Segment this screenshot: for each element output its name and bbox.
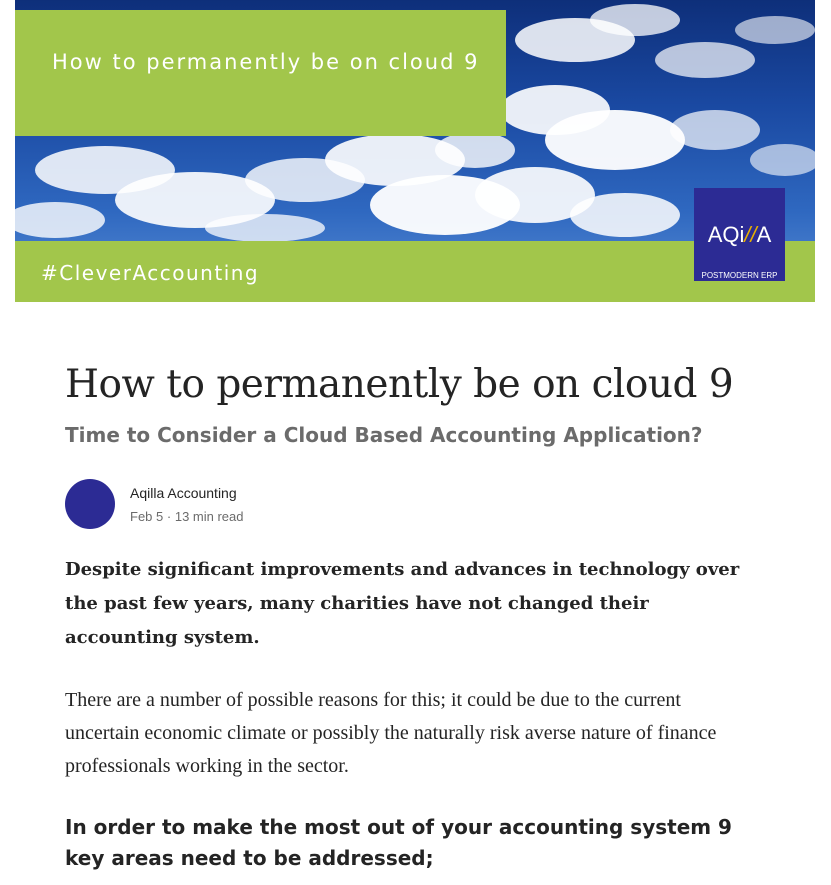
meta-separator: · bbox=[166, 509, 172, 524]
section-heading: In order to make the most out of your accounting system 9 key areas need to be addressed; bbox=[65, 815, 732, 870]
hero-image bbox=[15, 0, 815, 302]
lead-paragraph: Despite significant improvements and advances in technology over the past few years, many charities have not changed their accounting system. bbox=[65, 559, 740, 648]
logo-tagline: POSTMODERN ERP bbox=[701, 271, 778, 280]
hashtag-label: #CleverAccounting bbox=[41, 261, 260, 285]
aqilla-logo bbox=[694, 188, 785, 281]
author-name-link[interactable]: Aqilla Accounting bbox=[130, 485, 237, 501]
article-subtitle: Time to Consider a Cloud Based Accounting Application? bbox=[65, 423, 703, 447]
article-title: How to permanently be on cloud 9 bbox=[65, 362, 734, 407]
read-time: 13 min read bbox=[174, 509, 244, 524]
logo-wordmark: AQi//A bbox=[707, 222, 772, 247]
hero-title-box bbox=[15, 10, 506, 136]
body-paragraph: There are a number of possible reasons for this; it could be due to the current uncertain economic climate or possibly the naturally risk averse nature of finance professionals working in the sector. bbox=[65, 689, 717, 777]
article-meta bbox=[130, 509, 244, 524]
hero-title: How to permanently be on cloud 9 bbox=[52, 50, 480, 74]
author-avatar[interactable] bbox=[65, 479, 115, 529]
publish-date: Feb 5 bbox=[130, 509, 164, 524]
